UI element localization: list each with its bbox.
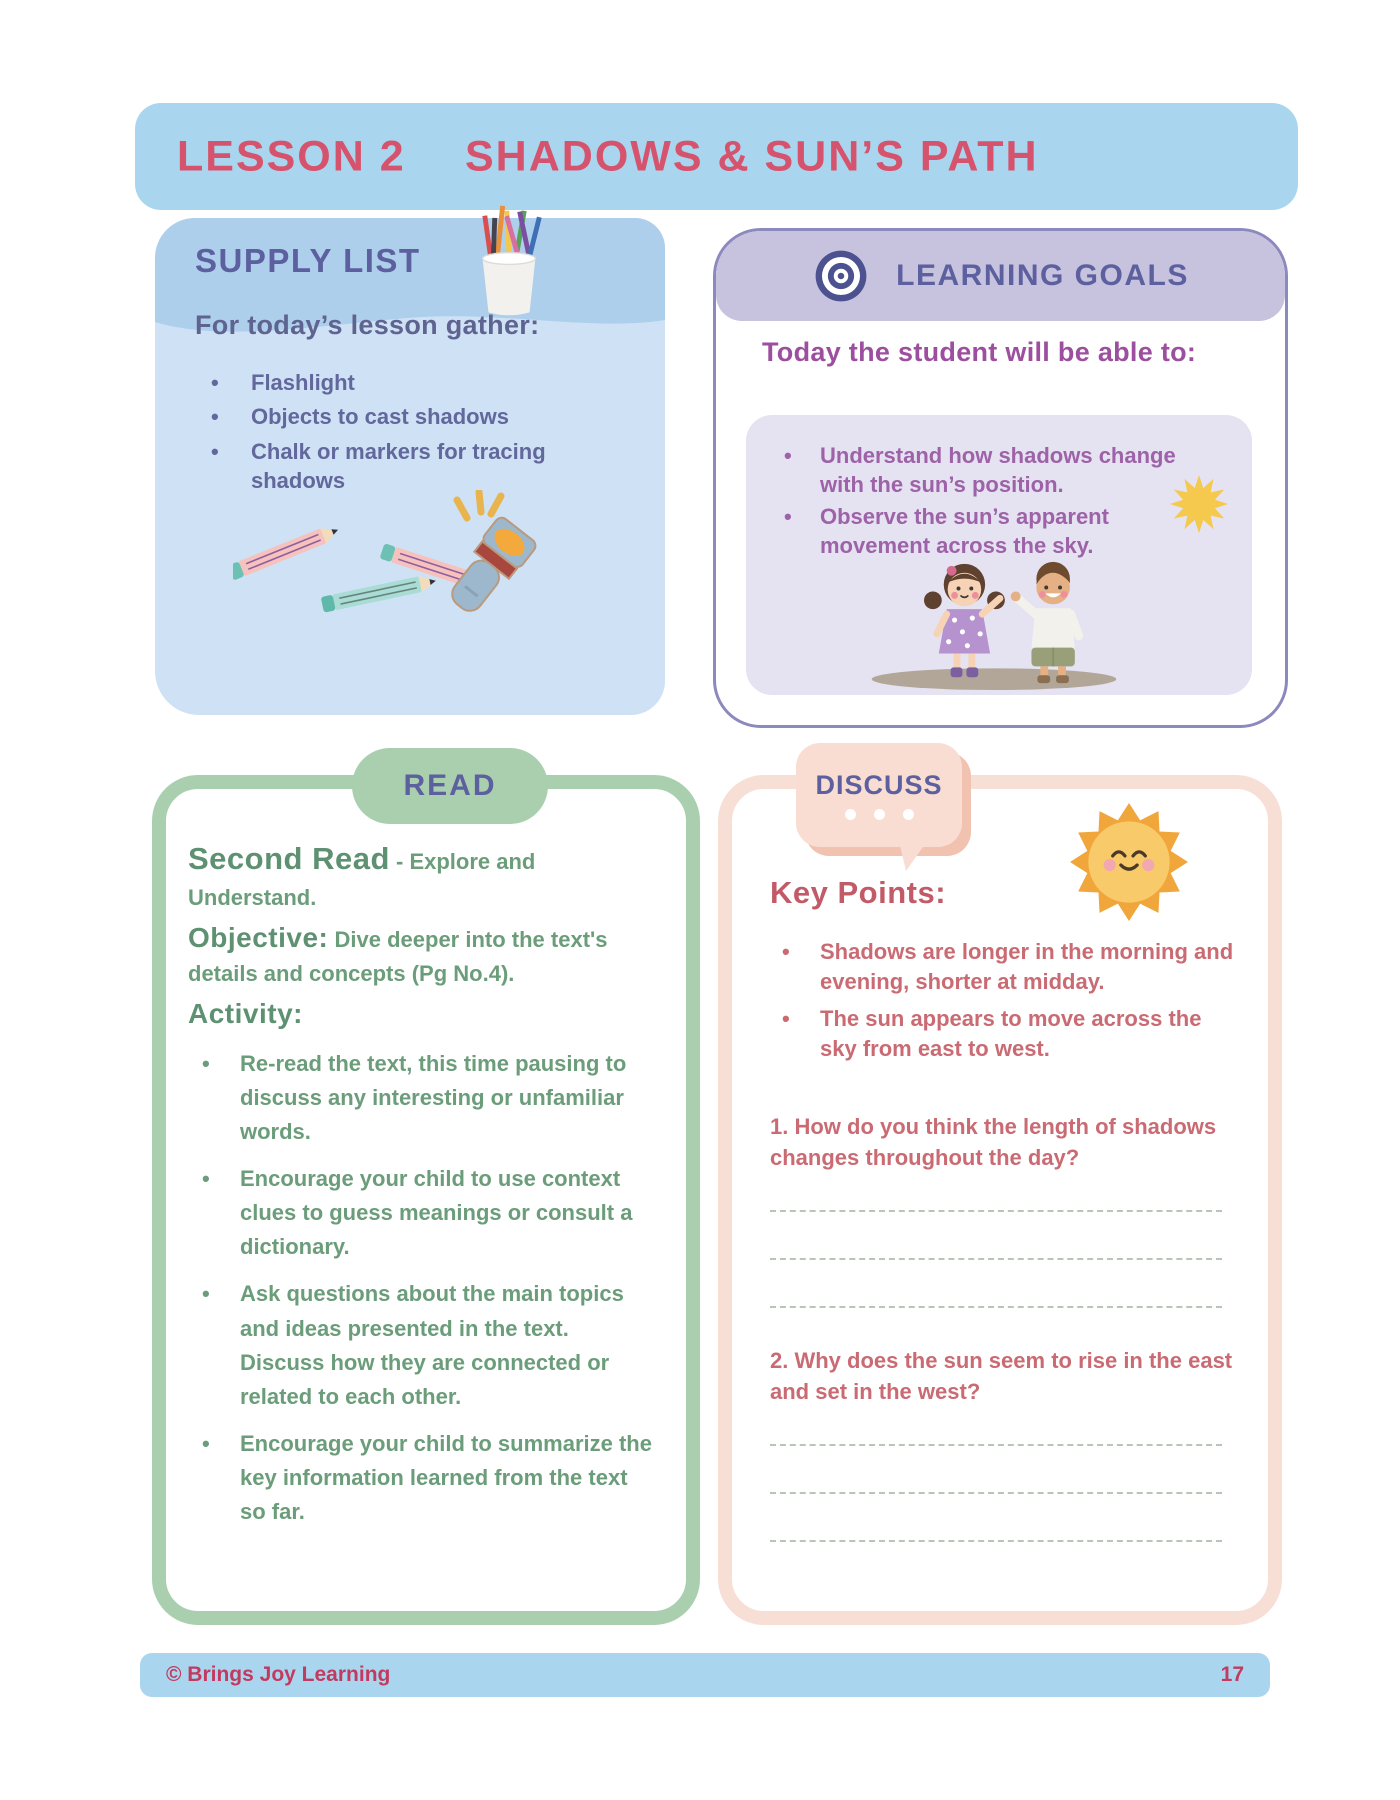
- read-body: [188, 837, 656, 1542]
- objective-label: Objective:: [188, 921, 329, 953]
- speech-bubble-icon: [796, 743, 962, 847]
- target-icon: [812, 247, 870, 305]
- footer-bar: [140, 1653, 1270, 1697]
- discuss-title: DISCUSS: [815, 770, 943, 800]
- speech-bubble-tail: [898, 837, 930, 871]
- learning-goals-card: [713, 228, 1288, 728]
- second-read-label: Second Read: [188, 841, 390, 876]
- answer-line: [770, 1540, 1222, 1542]
- key-points-items: [770, 937, 1236, 1064]
- learning-goals-header: [716, 231, 1285, 321]
- flashlight-icon: [427, 490, 555, 622]
- read-card: [152, 769, 700, 1625]
- list-item: • Shadows are longer in the morning and evening, shorter at midday.: [770, 937, 1236, 998]
- learning-goals-title: LEARNING GOALS: [896, 259, 1189, 292]
- key-points-heading: Key Points:: [770, 875, 947, 910]
- answer-line: [770, 1210, 1222, 1212]
- pencil-cup-icon: [465, 204, 553, 318]
- question-1: 1. How do you think the length of shadows changes throughout the day?: [770, 1114, 1217, 1171]
- read-title: READ: [403, 769, 497, 802]
- answer-line: [770, 1306, 1222, 1308]
- list-item: • Encourage your child to use context clues to guess meanings or consult a dictionary.: [188, 1162, 656, 1264]
- activity-items: [188, 1047, 656, 1529]
- read-card-header: [352, 748, 548, 824]
- supply-items: [195, 368, 640, 500]
- answer-line: [770, 1444, 1222, 1446]
- second-read-text: - Explore and Understand.: [188, 849, 536, 910]
- goals-inner-panel: [746, 415, 1252, 695]
- girl-figure: [924, 564, 1005, 677]
- discuss-body: [770, 875, 1236, 1542]
- activity-label: Activity:: [188, 998, 303, 1030]
- header-banner: [135, 103, 1298, 210]
- read-heading-line: [188, 837, 656, 914]
- answer-line: [770, 1258, 1222, 1260]
- typing-dots-icon: [836, 809, 923, 820]
- list-item: • Observe the sun’s apparent movement across the sky.: [772, 502, 1224, 560]
- list-item: • The sun appears to move across the sky from east to west.: [770, 1004, 1236, 1065]
- supply-intro: For today’s lesson gather:: [195, 310, 540, 340]
- page-number: 17: [1220, 1663, 1244, 1686]
- copyright-text: © Brings Joy Learning: [166, 1663, 391, 1686]
- objective-text: Dive deeper into the text's details and concepts (Pg No.4).: [188, 926, 608, 987]
- list-item: • Understand how shadows change with the sun’s position.: [772, 441, 1224, 499]
- boy-figure: [1011, 562, 1079, 683]
- page-title: SHADOWS & SUN’S PATH: [465, 132, 1039, 180]
- activity-line: [188, 994, 656, 1035]
- objective-line: [188, 918, 656, 990]
- answer-line: [770, 1492, 1222, 1494]
- children-illustration: [858, 553, 1130, 691]
- goals-intro: Today the student will be able to:: [762, 337, 1197, 367]
- list-item: • Objects to cast shadows: [195, 402, 640, 431]
- list-item: • Re-read the text, this time pausing to discuss any interesting or unfamiliar words.: [188, 1047, 656, 1149]
- supply-list-title: SUPPLY LIST: [195, 242, 421, 279]
- question-2: 2. Why does the sun seem to rise in the east and set in the west?: [770, 1348, 1233, 1404]
- list-item: • Encourage your child to summarize the key information learned from the text so far.: [188, 1427, 656, 1529]
- lesson-number: LESSON 2: [177, 132, 406, 180]
- discuss-card: [718, 770, 1282, 1625]
- list-item: • Chalk or markers for tracing shadows: [195, 437, 640, 496]
- list-item: • Ask questions about the main topics and ideas presented in the text. Discuss how they are connected or related to each other.: [188, 1277, 656, 1413]
- supply-list-card: [155, 218, 665, 715]
- sunburst-icon: [1168, 473, 1230, 535]
- goals-items: [772, 441, 1224, 560]
- list-item: • Flashlight: [195, 368, 640, 397]
